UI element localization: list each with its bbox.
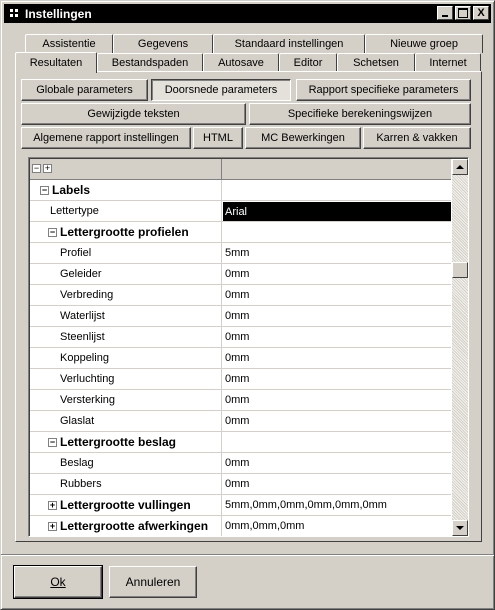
cancel-label: Annuleren: [125, 575, 181, 589]
grid-property-row[interactable]: [30, 369, 451, 390]
algemene-rapport-instellingen-button[interactable]: Algemene rapport instellingen: [21, 127, 191, 149]
tab-bestandspaden[interactable]: Bestandspaden: [97, 53, 203, 72]
property-label: Verluchting: [60, 373, 115, 385]
grid-group-row[interactable]: [30, 180, 451, 201]
property-label: Lettergrootte vullingen: [60, 498, 191, 512]
tab-standaard-instellingen[interactable]: Standaard instellingen: [213, 34, 365, 53]
property-name: [30, 243, 222, 263]
grid-property-row[interactable]: [30, 264, 451, 285]
grid-header-name-column: [30, 159, 222, 179]
specifieke-berekeningswijzen-button[interactable]: Specifieke berekeningswijzen: [249, 103, 471, 125]
property-value[interactable]: 0mm,0mm,0mm: [225, 520, 305, 532]
property-value[interactable]: 5mm: [225, 247, 250, 259]
grid-property-row[interactable]: [30, 453, 451, 474]
tab-assistentie[interactable]: Assistentie: [25, 34, 113, 53]
grid-group-row[interactable]: [30, 495, 451, 516]
ok-label: Ok: [50, 575, 66, 589]
grid-property-row[interactable]: [30, 327, 451, 348]
minimize-button[interactable]: [437, 6, 453, 20]
property-label: Versterking: [60, 394, 116, 406]
property-value[interactable]: Arial: [223, 202, 451, 221]
collapse-all-icon[interactable]: −: [33, 163, 40, 173]
property-label: Lettertype: [50, 205, 99, 217]
property-label: Steenlijst: [60, 331, 105, 343]
grid-property-row[interactable]: [30, 411, 451, 432]
globale-parameters-button[interactable]: Globale parameters: [21, 79, 148, 101]
doorsnede-parameters-button[interactable]: Doorsnede parameters: [151, 79, 291, 101]
grid-property-row[interactable]: [30, 285, 451, 306]
app-icon: [7, 7, 23, 21]
grid-property-row[interactable]: [30, 390, 451, 411]
property-value[interactable]: 0mm: [225, 457, 250, 469]
property-value[interactable]: [223, 222, 451, 242]
property-value[interactable]: 0mm: [225, 268, 250, 280]
property-name: [30, 264, 222, 284]
property-value[interactable]: 0mm: [225, 394, 250, 406]
collapse-icon[interactable]: −: [41, 184, 48, 195]
property-label: Rubbers: [60, 478, 102, 490]
tab-autosave[interactable]: Autosave: [203, 53, 279, 72]
property-name: [30, 180, 222, 200]
grid-group-row[interactable]: [30, 222, 451, 243]
property-name: [30, 474, 222, 494]
property-value[interactable]: 0mm: [225, 331, 250, 343]
grid-header: [30, 159, 451, 180]
grid-property-row[interactable]: [30, 306, 451, 327]
property-label: Profiel: [60, 247, 92, 259]
property-name: [30, 495, 222, 515]
tab-nieuwe-groep[interactable]: Nieuwe groep: [365, 34, 483, 53]
arrow-up-icon: [456, 165, 464, 169]
tab-schetsen[interactable]: Schetsen: [337, 53, 415, 72]
window-title: Instellingen: [25, 6, 92, 21]
property-label: Labels: [52, 183, 91, 197]
grid-property-row[interactable]: [30, 348, 451, 369]
property-label: Lettergrootte afwerkingen: [60, 519, 209, 533]
property-name: [30, 390, 222, 410]
property-name: [30, 222, 222, 242]
mc-bewerkingen-button[interactable]: MC Bewerkingen: [245, 127, 361, 149]
property-name: [30, 306, 222, 326]
property-label: Geleider: [60, 268, 102, 280]
property-label: Verbreding: [60, 289, 114, 301]
collapse-icon[interactable]: −: [49, 436, 56, 447]
property-name: [30, 201, 222, 221]
tab-editor[interactable]: Editor: [279, 53, 337, 72]
property-name: [30, 369, 222, 389]
grid-scrollbar[interactable]: [452, 159, 468, 536]
property-value[interactable]: 0mm: [225, 478, 250, 490]
grid-group-row[interactable]: [30, 516, 451, 537]
property-value[interactable]: 0mm: [225, 352, 250, 364]
property-label: Lettergrootte profielen: [60, 225, 189, 239]
tab-gegevens[interactable]: Gegevens: [113, 34, 213, 53]
property-name: [30, 327, 222, 347]
grid-property-row[interactable]: [30, 201, 451, 222]
property-value[interactable]: [223, 180, 451, 200]
property-value[interactable]: 0mm: [225, 373, 250, 385]
arrow-down-icon: [456, 526, 464, 530]
expand-icon[interactable]: +: [49, 499, 56, 510]
footer-divider: [1, 554, 494, 556]
grid-property-row[interactable]: [30, 243, 451, 264]
grid-property-row[interactable]: [30, 474, 451, 495]
property-label: Beslag: [60, 457, 94, 469]
karren-en-vakken-button[interactable]: Karren & vakken: [363, 127, 471, 149]
expand-all-icon[interactable]: +: [44, 163, 51, 173]
scroll-up-button[interactable]: [452, 159, 468, 175]
html-button[interactable]: HTML: [193, 127, 243, 149]
property-value[interactable]: 0mm: [225, 289, 250, 301]
cancel-button[interactable]: [109, 566, 197, 598]
property-label: Lettergrootte beslag: [60, 435, 177, 449]
property-value[interactable]: 0mm: [225, 415, 250, 427]
property-grid: [28, 157, 469, 537]
close-button[interactable]: X: [473, 6, 489, 20]
property-label: Glaslat: [60, 415, 95, 427]
rapport-specifieke-parameters-button[interactable]: Rapport specifieke parameters: [296, 79, 471, 101]
gewijzigde-teksten-button[interactable]: Gewijzigde teksten: [21, 103, 246, 125]
scroll-thumb[interactable]: [452, 262, 468, 278]
property-name: [30, 432, 222, 452]
property-name: [30, 516, 222, 536]
grid-group-row[interactable]: [30, 432, 451, 453]
property-value[interactable]: [223, 432, 451, 452]
property-name: [30, 285, 222, 305]
property-name: [30, 453, 222, 473]
title-bar[interactable]: [4, 4, 491, 23]
property-label: Waterlijst: [60, 310, 105, 322]
property-name: [30, 348, 222, 368]
tab-resultaten[interactable]: Resultaten: [15, 52, 97, 73]
maximize-button[interactable]: [455, 6, 471, 20]
property-value[interactable]: 5mm,0mm,0mm,0mm,0mm,0mm: [225, 499, 387, 511]
ok-button[interactable]: [14, 566, 102, 598]
tab-internet[interactable]: Internet: [415, 53, 481, 72]
property-name: [30, 411, 222, 431]
collapse-icon[interactable]: −: [49, 226, 56, 237]
property-value[interactable]: 0mm: [225, 310, 250, 322]
property-label: Koppeling: [60, 352, 109, 364]
scroll-down-button[interactable]: [452, 520, 468, 536]
grid-rows: [30, 180, 451, 537]
expand-icon[interactable]: +: [49, 520, 56, 531]
